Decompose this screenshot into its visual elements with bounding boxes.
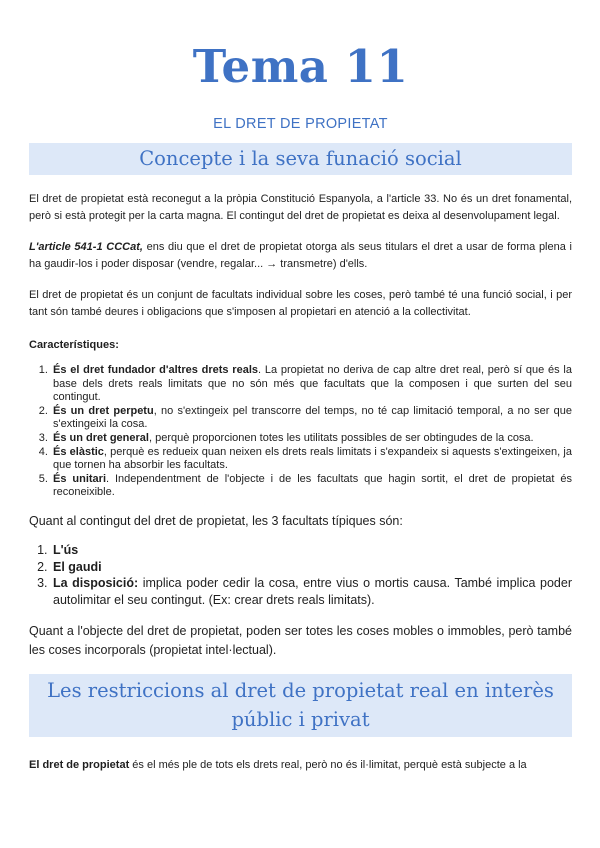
faculty-title: La disposició: <box>53 576 139 591</box>
list-item <box>51 575 572 608</box>
feature-text: . Independentment de l'objecte i de les facultats que hagin sortit, el dret de propietat és reconeixible. <box>53 472 573 499</box>
faculty-title: El gaudi <box>53 559 102 574</box>
faculty-text: implica poder cedir la cosa, entre vius o mortis causa. També implica poder autolimitar el seu contingut. (Ex: crear drets reals limitats). <box>53 576 572 607</box>
section-heading-concept: Concepte i la seva funació social <box>29 143 572 175</box>
restrictions-text: és el més ple de tots els drets real, però no és il·limitat, perquè està subjecte a la <box>129 759 527 772</box>
paragraph-faculties-intro: Quant al contingut del dret de propietat, les 3 facultats típiques són: <box>29 513 403 528</box>
features-list <box>29 364 572 500</box>
restrictions-lead: El dret de propietat <box>29 759 130 772</box>
paragraph-object: Quant a l'objecte del dret de propietat, poden ser totes les coses mobles o immobles, però també les coses incorporals (propietat intel·lectual). <box>29 624 572 657</box>
paragraph-social-function: El dret de propietat és un conjunt de facultats individual sobre les coses, però també té una funció social, i per tant són també deures i obligacions que s'imposen al propietari en atenció a la collectivitat. <box>29 289 572 318</box>
article-text: ens diu que el dret de propietat otorga als seus titulars el dret a usar de forma plena i ha gaudir-los i poder disposar (vendre, regalar... → transmetre) d'ells. <box>29 241 572 270</box>
feature-title: És un dret perpetu <box>53 404 154 417</box>
section-heading-restrictions: Les restriccions al dret de propietat real en interès públic i privat <box>29 674 572 737</box>
feature-title: És elàstic <box>53 445 104 458</box>
article-reference: L'article 541-1 CCCat, <box>29 241 143 253</box>
list-item <box>51 542 572 559</box>
list-item <box>51 446 572 473</box>
paragraph-restrictions <box>29 757 572 774</box>
paragraph-constitution: El dret de propietat està reconegut a la pròpia Constitució Espanyola, a l'article 33. No és un dret fonamental, però si està protegit per la carta magna. El contingut del dret de propietat es deixa al desenvolupament legal. <box>29 193 572 222</box>
feature-text: . La propietat no deriva de cap altre dret real, però sí que és la base dels drets reals limitats que no són més que facultats que la composen i que surten del seu contingut. <box>53 364 572 404</box>
list-item <box>51 364 572 405</box>
features-heading: Característiques: <box>29 339 119 351</box>
document-page <box>29 0 572 774</box>
list-item <box>51 473 572 500</box>
feature-title: És unitari <box>53 472 107 485</box>
feature-text: , perquè proporcionen totes les utilitats possibles de ser obtingudes de la cosa. <box>148 431 534 444</box>
feature-text: , no s'extingeix pel transcorre del temps, no té cap limitació temporal, a no ser que s'extingeixi la cosa. <box>53 404 573 431</box>
faculty-title: L'ús <box>53 543 79 558</box>
feature-title: És un dret general <box>53 431 149 444</box>
page-subtitle: EL DRET DE PROPIETAT <box>213 116 388 132</box>
page-title: Tema 11 <box>192 40 409 93</box>
list-item <box>51 405 572 432</box>
list-item <box>51 432 572 446</box>
paragraph-article <box>29 239 572 273</box>
feature-title: És el dret fundador d'altres drets reals <box>53 364 258 376</box>
feature-text: , perquè es redueix quan neixen els drets reals limitats i s'expandeix si aquests s'extingeixen, ja que tornen ha absorbir les facultats. <box>53 445 572 472</box>
faculties-list <box>29 542 572 608</box>
list-item <box>51 559 572 576</box>
